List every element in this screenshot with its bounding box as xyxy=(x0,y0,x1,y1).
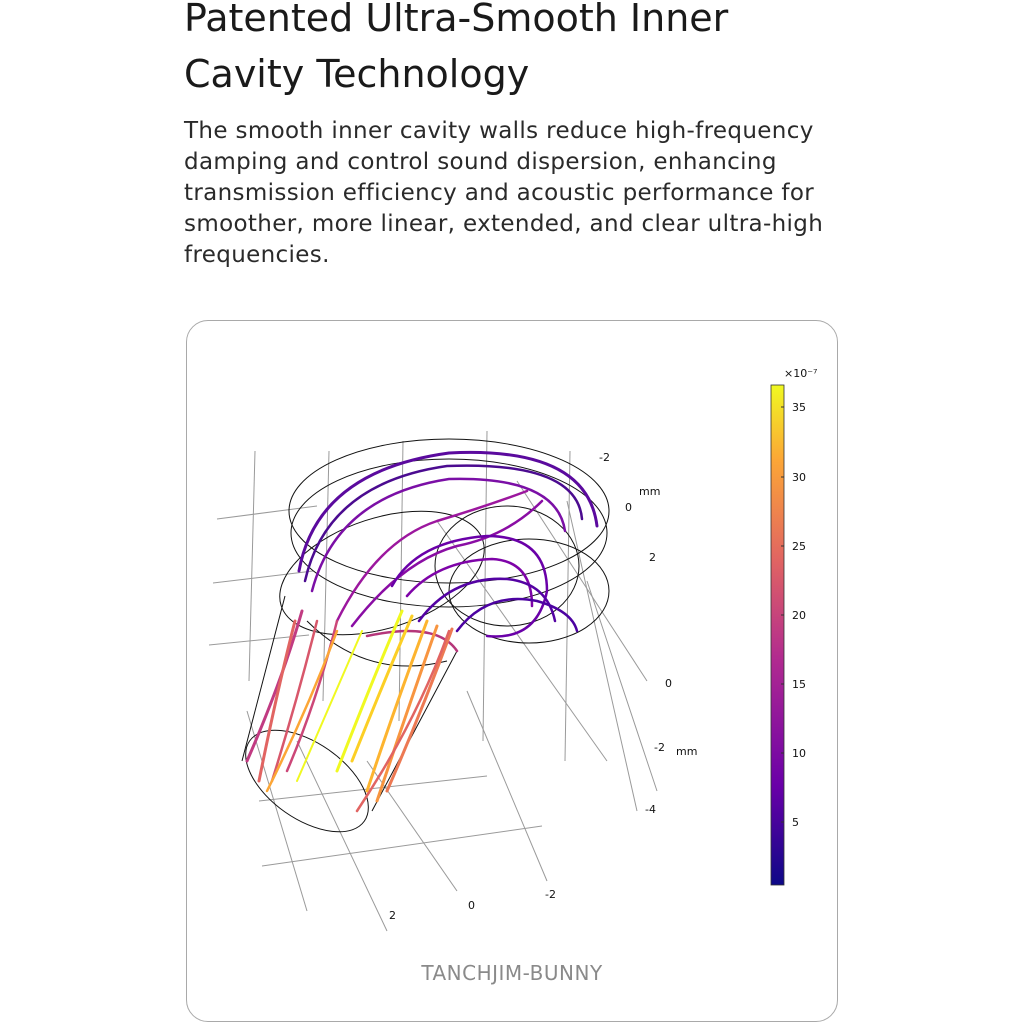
colorbar-tick-15: 15 xyxy=(792,678,806,691)
colorbar-exponent: ×10⁻⁷ xyxy=(784,367,818,380)
colorbar xyxy=(771,367,817,885)
colorbar-tick-25: 25 xyxy=(792,540,806,553)
z-tick-1: 0 xyxy=(665,677,672,690)
cavity-streamline-plot xyxy=(187,321,837,1021)
y-unit: mm xyxy=(639,485,661,498)
colorbar-tick-30: 30 xyxy=(792,471,806,484)
y-tick-2: 0 xyxy=(625,501,632,514)
z-unit: mm xyxy=(676,745,698,758)
streamlines xyxy=(247,452,597,811)
y-tick-1: -2 xyxy=(599,451,610,464)
colorbar-tick-10: 10 xyxy=(792,747,806,760)
z-tick-3: -4 xyxy=(645,803,656,816)
colorbar-tick-20: 20 xyxy=(792,609,806,622)
colorbar-tick-5: 5 xyxy=(792,816,799,829)
title-line-1: Patented Ultra-Smooth Inner xyxy=(184,0,729,40)
x-tick-1: 2 xyxy=(389,909,396,922)
x-tick-2: 0 xyxy=(468,899,475,912)
colorbar-tick-35: 35 xyxy=(792,401,806,414)
title-line-2: Cavity Technology xyxy=(184,52,530,96)
description-text: The smooth inner cavity walls reduce high-frequency damping and control sound dispersion, enhancing transmission efficiency and acoustic performance for smoother, more linear, extended, and clear ultra-high frequencies. xyxy=(184,118,824,268)
y-tick-3: 2 xyxy=(649,551,656,564)
simulation-figure-panel xyxy=(186,320,838,1022)
x-tick-3: -2 xyxy=(545,888,556,901)
figure-caption: TANCHJIM-BUNNY xyxy=(421,961,603,985)
z-tick-2: -2 xyxy=(654,741,665,754)
section-title xyxy=(184,0,864,102)
